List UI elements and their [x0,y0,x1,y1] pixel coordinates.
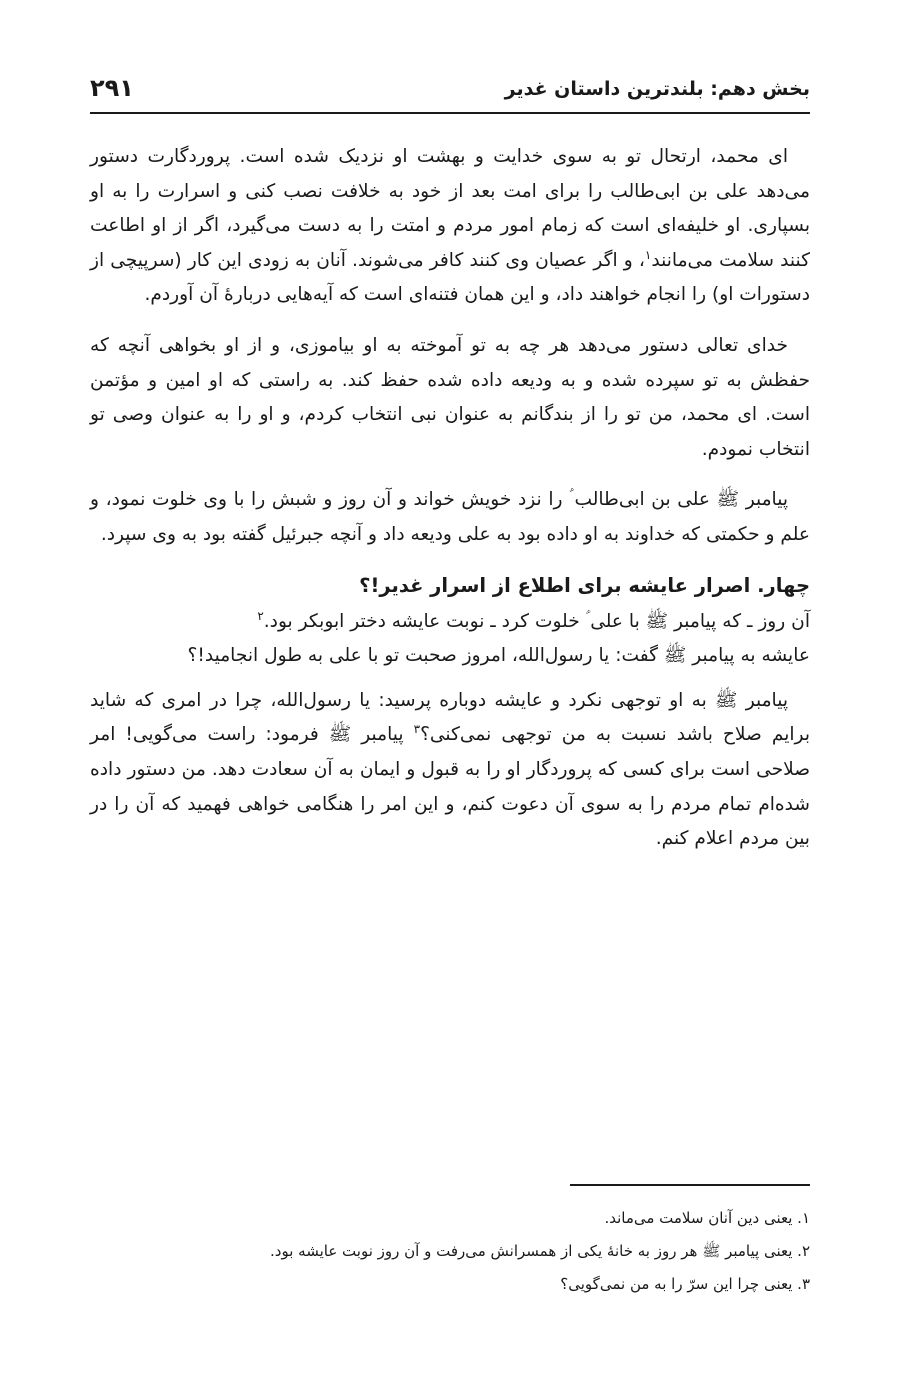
book-page [90,0,810,1390]
footnote-divider [570,1184,810,1186]
paragraph-text: آن روز ـ که پیامبر ﷺ با علی ؑ خلوت کرد ـ نوبت عایشه دختر ابوبکر بود. [263,610,810,632]
body-text [90,140,810,873]
paragraph-text: پیامبر ﷺ به او توجهی نکرد و عایشه دوباره پرسید: یا رسول‌الله، چرا در امری که شاید برایم صلاح باشد نسبت به من توجهی نمی‌کنی؟ [90,689,810,746]
footnote-mark: ۳ [413,722,421,737]
page-number: ۲۹۱ [90,74,134,102]
footnotes [90,1202,810,1301]
footnote: ۱. یعنی دین آنان سلامت می‌ماند. [604,1209,810,1227]
footnote-mark: ۲ [257,608,264,623]
paragraph: خدای تعالی دستور می‌دهد هر چه به تو آموخته به او بیاموزی، و از او بخواهی آنچه که حفظش به تو سپرده شده و به ودیعه داده شده حفظ کند. به راستی که او امین و مؤتمن است. ای محمد، من تو را از بندگانم به عنوان نبی انتخاب کردم، و او را به عنوان وصی تو انتخاب نمودم. [90,334,810,460]
footnote-mark: ۱ [644,247,652,262]
paragraph: پیامبر ﷺ علی بن ابی‌طالب ؑ را نزد خویش خواند و آن روز و شبش را با وی خلوت نمود، و علم و حکمتی که خداوند به او داده بود به علی ودیعه داد و آنچه جبرئیل گفته بود به وی سپرد. [90,489,810,545]
running-head: بخش دهم: بلندترین داستان غدیر [504,78,810,100]
page-header [90,70,810,114]
paragraph [90,684,810,857]
paragraph [90,140,810,313]
section-heading: چهار. اصرار عایشه برای اطلاع از اسرار غدیر!؟ [359,573,810,597]
footnote: ۲. یعنی پیامبر ﷺ هر روز به خانهٔ یکی از همسرانش می‌رفت و آن روز نوبت عایشه بود. [270,1242,810,1260]
paragraph-text: ای محمد، ارتحال تو به سوی خدایت و بهشت او نزدیک شده است. پروردگارت دستور می‌دهد علی بن ابی‌طالب را برای امت بعد از خود به خلافت نصب کنی و اسرارت را به او بسپاری. او خلیفه‌ای است که زمام امور مردم و امتت را به دست می‌گیرد، اگر از او اطاعت کنند سلامت می‌مانند [90,146,810,271]
footnote: ۳. یعنی چرا این سرّ را به من نمی‌گویی؟ [560,1275,810,1293]
paragraph [90,605,810,674]
paragraph-text: ، و اگر عصیان وی کنند کافر می‌شوند. آنان به زودی این کار (سرپیچی از دستورات او) را انجام خواهند داد، و این همان فتنه‌ای است که آیه‌هایی دربارهٔ آن آوردم. [90,249,810,306]
paragraph-text: عایشه به پیامبر ﷺ گفت: یا رسول‌الله، امروز صحبت تو با علی به طول انجامید!؟ [187,645,810,667]
paragraph-text: پیامبر ﷺ فرمود: راست می‌گویی! امر صلاحی است برای کسی که پروردگار او را به قبول و ایمان به آن سعادت دهد. من دستور داده شده‌ام تمام مردم را به سوی آن دعوت کنم، و این امر را هنگامی خواهی فهمید که آن را در بین مردم اعلام کنم. [90,724,810,850]
